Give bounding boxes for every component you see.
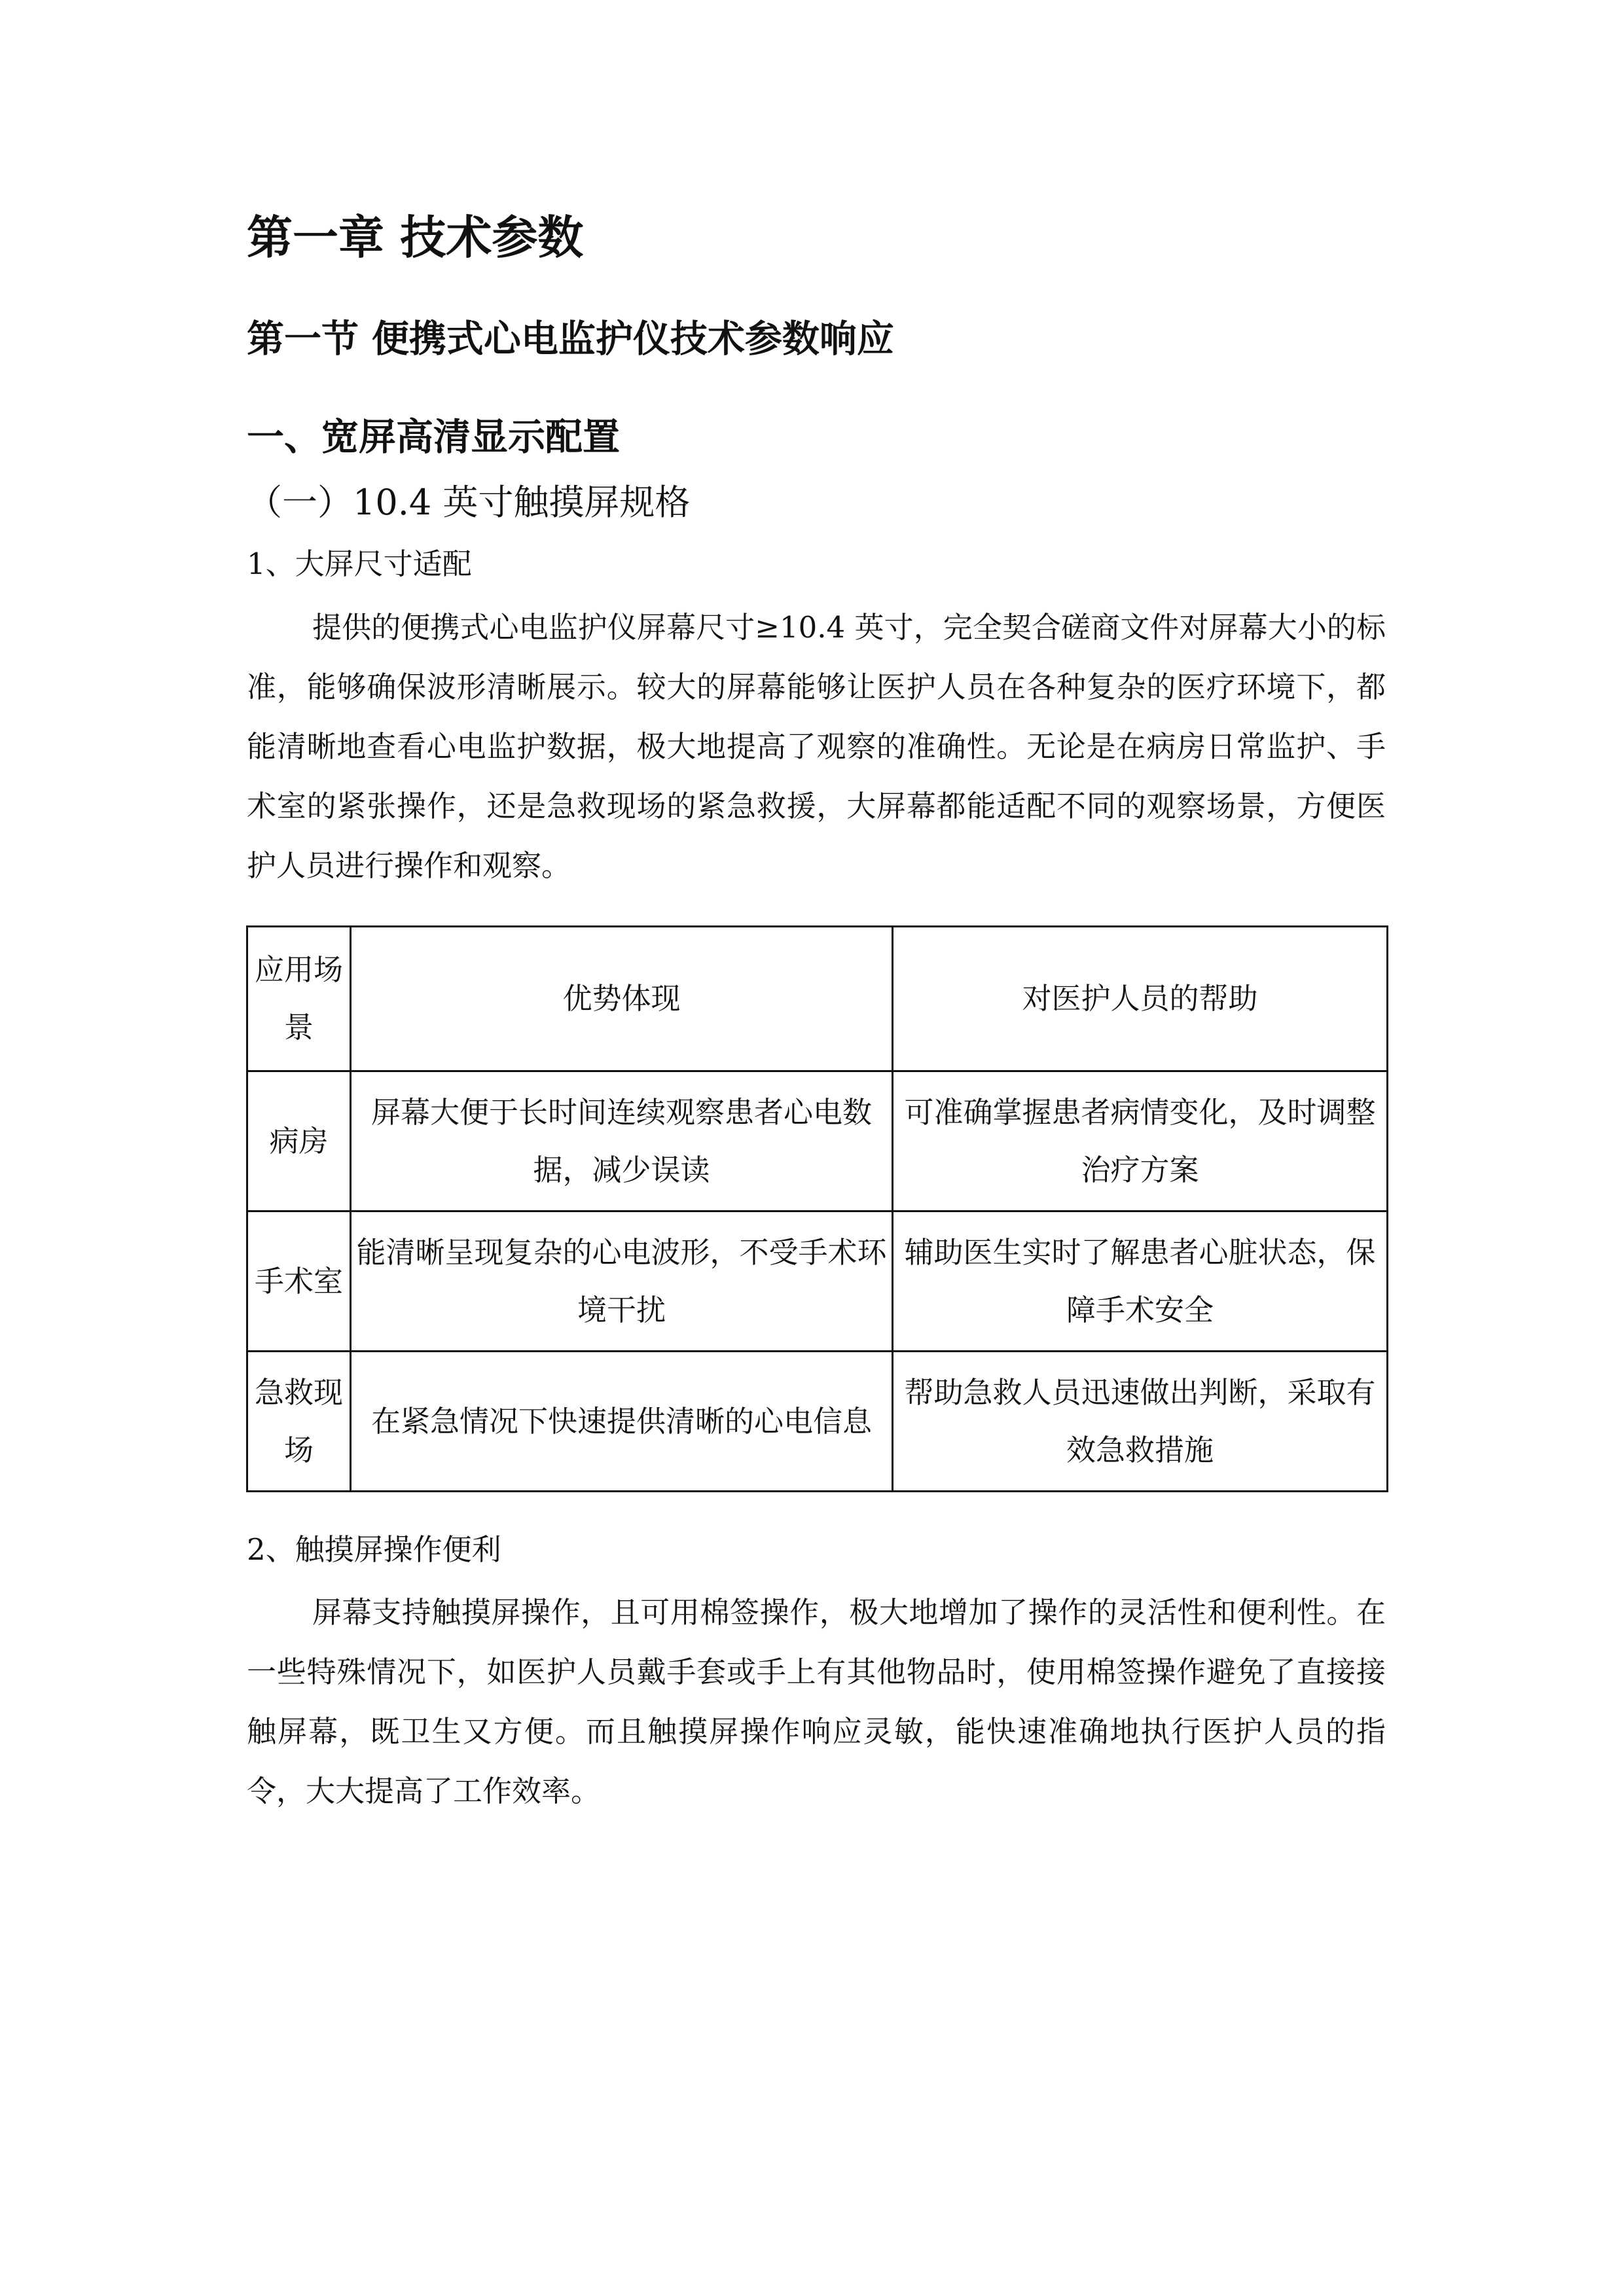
subsection-title: 一、宽屏高清显示配置 — [247, 416, 620, 459]
table-cell: 能清晰呈现复杂的心电波形，不受手术环境干扰 — [351, 1211, 893, 1352]
table-cell: 病房 — [247, 1071, 351, 1211]
table-row — [247, 1352, 1388, 1492]
table-cell: 在紧急情况下快速提供清晰的心电信息 — [351, 1352, 893, 1492]
item1-paragraph: 提供的便携式心电监护仪屏幕尺寸≥10.4 英寸，完全契合磋商文件对屏幕大小的标准，能够确保波形清晰展示。较大的屏幕能够让医护人员在各种复杂的医疗环境下，都能清晰地查看心电监护数据，极大地提高了观察的准确性。无论是在病房日常监护、手术室的紧张操作，还是急救现场的紧急救援，大屏幕都能适配不同的观察场景，方便医护人员进行操作和观察。 — [247, 610, 1386, 883]
item2-title: 2、触摸屏操作便利 — [247, 1532, 501, 1567]
table-row — [247, 1211, 1388, 1352]
table-cell: 帮助急救人员迅速做出判断，采取有效急救措施 — [893, 1352, 1388, 1492]
table-cell: 辅助医生实时了解患者心脏状态，保障手术安全 — [893, 1211, 1388, 1352]
subsubsection-title: （一）10.4 英寸触摸屏规格 — [247, 482, 691, 523]
table-header-cell: 优势体现 — [351, 927, 893, 1071]
table-cell: 屏幕大便于长时间连续观察患者心电数据，减少误读 — [351, 1071, 893, 1211]
item2-paragraph: 屏幕支持触摸屏操作，且可用棉签操作，极大地增加了操作的灵活性和便利性。在一些特殊情况下，如医护人员戴手套或手上有其他物品时，使用棉签操作避免了直接接触屏幕，既卫生又方便。而且触摸屏操作响应灵敏，能快速准确地执行医护人员的指令，大大提高了工作效率。 — [247, 1595, 1386, 1808]
table-cell: 手术室 — [247, 1211, 351, 1352]
chapter-title: 第一章 技术参数 — [247, 211, 584, 264]
item2-paragraph-block — [247, 1583, 1386, 1821]
item1-title: 1、大屏尺寸适配 — [247, 547, 472, 581]
table-cell: 急救现场 — [247, 1352, 351, 1492]
table-row — [247, 1071, 1388, 1211]
table-header-cell: 对医护人员的帮助 — [893, 927, 1388, 1071]
table-header-row — [247, 927, 1388, 1071]
section-title: 第一节 便携式心电监护仪技术参数响应 — [247, 317, 894, 361]
table-cell: 可准确掌握患者病情变化，及时调整治疗方案 — [893, 1071, 1388, 1211]
item1-paragraph-block — [247, 598, 1386, 895]
table-header-cell: 应用场景 — [247, 927, 351, 1071]
scenario-table — [246, 925, 1388, 1492]
